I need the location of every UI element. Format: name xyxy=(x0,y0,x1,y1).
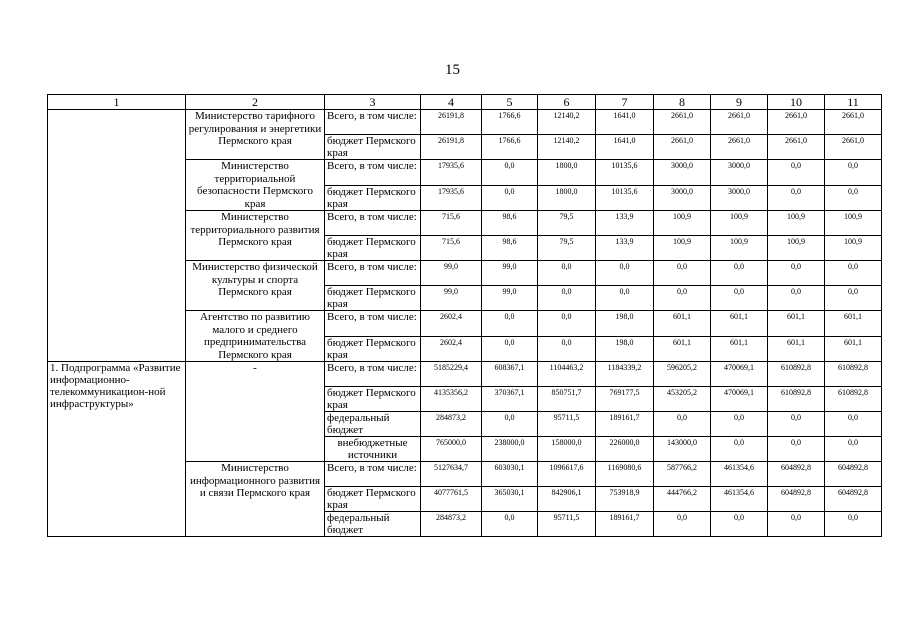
value-cell: 601,1 xyxy=(768,336,825,362)
value-cell: 0,0 xyxy=(538,286,596,311)
value-cell: 98,6 xyxy=(482,236,538,261)
value-cell: 2602,4 xyxy=(421,336,482,362)
value-cell: 10135,6 xyxy=(596,160,654,186)
value-cell: 2661,0 xyxy=(654,110,711,135)
budget-table xyxy=(47,94,882,537)
value-cell: 603030,1 xyxy=(482,462,538,487)
value-cell: 99,0 xyxy=(421,286,482,311)
value-cell: 99,0 xyxy=(421,261,482,286)
value-cell: 100,9 xyxy=(825,211,882,236)
value-cell: 1800,0 xyxy=(538,160,596,186)
col-header: 7 xyxy=(596,95,654,110)
value-cell: 453205,2 xyxy=(654,387,711,412)
value-cell: 12140,2 xyxy=(538,110,596,135)
value-cell: 0,0 xyxy=(482,185,538,211)
source-cell: бюджет Пермского края xyxy=(325,286,421,311)
value-cell: 0,0 xyxy=(482,311,538,337)
value-cell: 0,0 xyxy=(654,261,711,286)
source-cell: бюджет Пермского края xyxy=(325,336,421,362)
value-cell: 610892,8 xyxy=(768,362,825,387)
value-cell: 0,0 xyxy=(596,286,654,311)
value-cell: 601,1 xyxy=(825,311,882,337)
value-cell: 0,0 xyxy=(825,286,882,311)
executor-cell: Агентство по развитию малого и среднего предпринимательства Пермского края xyxy=(186,311,325,362)
value-cell: 0,0 xyxy=(711,412,768,437)
value-cell: 0,0 xyxy=(482,336,538,362)
value-cell: 604892,8 xyxy=(825,462,882,487)
value-cell: 461354,6 xyxy=(711,487,768,512)
source-cell: внебюджетные источники xyxy=(325,437,421,462)
source-cell: Всего, в том числе: xyxy=(325,110,421,135)
value-cell: 0,0 xyxy=(825,261,882,286)
value-cell: 0,0 xyxy=(482,512,538,537)
value-cell: 100,9 xyxy=(711,211,768,236)
value-cell: 601,1 xyxy=(768,311,825,337)
col-header: 5 xyxy=(482,95,538,110)
value-cell: 133,9 xyxy=(596,236,654,261)
value-cell: 0,0 xyxy=(825,412,882,437)
executor-cell: Министерство информационного развития и связи Пермского края xyxy=(186,462,325,537)
value-cell: 1096617,6 xyxy=(538,462,596,487)
value-cell: 601,1 xyxy=(654,336,711,362)
value-cell: 189161,7 xyxy=(596,412,654,437)
source-cell: Всего, в том числе: xyxy=(325,261,421,286)
value-cell: 2661,0 xyxy=(825,135,882,160)
value-cell: 604892,8 xyxy=(768,462,825,487)
value-cell: 1641,0 xyxy=(596,135,654,160)
value-cell: 2661,0 xyxy=(768,110,825,135)
value-cell: 4135356,2 xyxy=(421,387,482,412)
col-header: 6 xyxy=(538,95,596,110)
value-cell: 17935,6 xyxy=(421,185,482,211)
value-cell: 842906,1 xyxy=(538,487,596,512)
executor-cell: Министерство тарифного регулирования и энергетики Пермского края xyxy=(186,110,325,160)
source-cell: бюджет Пермского края xyxy=(325,487,421,512)
value-cell: 0,0 xyxy=(482,412,538,437)
value-cell: 0,0 xyxy=(711,437,768,462)
value-cell: 0,0 xyxy=(768,286,825,311)
value-cell: 370367,1 xyxy=(482,387,538,412)
col-header: 4 xyxy=(421,95,482,110)
value-cell: 189161,7 xyxy=(596,512,654,537)
value-cell: 0,0 xyxy=(825,185,882,211)
value-cell: 0,0 xyxy=(768,160,825,186)
value-cell: 99,0 xyxy=(482,286,538,311)
source-cell: бюджет Пермского края xyxy=(325,135,421,160)
value-cell: 95711,5 xyxy=(538,412,596,437)
col-header: 8 xyxy=(654,95,711,110)
value-cell: 0,0 xyxy=(538,311,596,337)
value-cell: 100,9 xyxy=(768,236,825,261)
value-cell: 26191,8 xyxy=(421,110,482,135)
source-cell: бюджет Пермского края xyxy=(325,185,421,211)
value-cell: 610892,8 xyxy=(825,387,882,412)
col-header: 1 xyxy=(48,95,186,110)
col-header: 9 xyxy=(711,95,768,110)
value-cell: 100,9 xyxy=(825,236,882,261)
value-cell: 0,0 xyxy=(711,261,768,286)
col-header: 11 xyxy=(825,95,882,110)
value-cell: 100,9 xyxy=(654,236,711,261)
source-cell: федеральный бюджет xyxy=(325,512,421,537)
value-cell: 5127634,7 xyxy=(421,462,482,487)
value-cell: 587766,2 xyxy=(654,462,711,487)
value-cell: 2602,4 xyxy=(421,311,482,337)
value-cell: 601,1 xyxy=(825,336,882,362)
value-cell: 610892,8 xyxy=(825,362,882,387)
value-cell: 238000,0 xyxy=(482,437,538,462)
value-cell: 100,9 xyxy=(654,211,711,236)
value-cell: 100,9 xyxy=(768,211,825,236)
value-cell: 0,0 xyxy=(538,336,596,362)
source-cell: Всего, в том числе: xyxy=(325,211,421,236)
source-cell: Всего, в том числе: xyxy=(325,362,421,387)
value-cell: 753918,9 xyxy=(596,487,654,512)
source-cell: Всего, в том числе: xyxy=(325,160,421,186)
value-cell: 0,0 xyxy=(711,512,768,537)
value-cell: 1766,6 xyxy=(482,135,538,160)
value-cell: 604892,8 xyxy=(768,487,825,512)
value-cell: 601,1 xyxy=(711,336,768,362)
value-cell: 0,0 xyxy=(711,286,768,311)
value-cell: 2661,0 xyxy=(654,135,711,160)
value-cell: 1800,0 xyxy=(538,185,596,211)
value-cell: 10135,6 xyxy=(596,185,654,211)
value-cell: 284873,2 xyxy=(421,412,482,437)
value-cell: 1641,0 xyxy=(596,110,654,135)
program-cell xyxy=(48,110,186,362)
value-cell: 3000,0 xyxy=(711,160,768,186)
value-cell: 2661,0 xyxy=(825,110,882,135)
value-cell: 444766,2 xyxy=(654,487,711,512)
value-cell: 0,0 xyxy=(654,512,711,537)
value-cell: 0,0 xyxy=(825,160,882,186)
value-cell: 0,0 xyxy=(825,437,882,462)
executor-cell: - xyxy=(186,362,325,462)
value-cell: 5185229,4 xyxy=(421,362,482,387)
value-cell: 284873,2 xyxy=(421,512,482,537)
value-cell: 3000,0 xyxy=(654,160,711,186)
value-cell: 608367,1 xyxy=(482,362,538,387)
value-cell: 610892,8 xyxy=(768,387,825,412)
value-cell: 470069,1 xyxy=(711,387,768,412)
value-cell: 0,0 xyxy=(768,412,825,437)
value-cell: 715,6 xyxy=(421,211,482,236)
executor-cell: Министерство физической культуры и спорта Пермского края xyxy=(186,261,325,311)
value-cell: 365030,1 xyxy=(482,487,538,512)
value-cell: 99,0 xyxy=(482,261,538,286)
value-cell: 98,6 xyxy=(482,211,538,236)
value-cell: 17935,6 xyxy=(421,160,482,186)
value-cell: 470069,1 xyxy=(711,362,768,387)
value-cell: 0,0 xyxy=(596,261,654,286)
value-cell: 461354,6 xyxy=(711,462,768,487)
value-cell: 0,0 xyxy=(768,261,825,286)
value-cell: 143000,0 xyxy=(654,437,711,462)
value-cell: 1104463,2 xyxy=(538,362,596,387)
source-cell: Всего, в том числе: xyxy=(325,311,421,337)
value-cell: 100,9 xyxy=(711,236,768,261)
value-cell: 226000,0 xyxy=(596,437,654,462)
value-cell: 765000,0 xyxy=(421,437,482,462)
col-header: 10 xyxy=(768,95,825,110)
value-cell: 596205,2 xyxy=(654,362,711,387)
value-cell: 0,0 xyxy=(482,160,538,186)
table-row xyxy=(48,362,882,387)
value-cell: 769177,5 xyxy=(596,387,654,412)
value-cell: 604892,8 xyxy=(825,487,882,512)
value-cell: 0,0 xyxy=(768,512,825,537)
value-cell: 601,1 xyxy=(654,311,711,337)
page-number: 15 xyxy=(445,62,460,78)
value-cell: 2661,0 xyxy=(711,110,768,135)
value-cell: 133,9 xyxy=(596,211,654,236)
value-cell: 0,0 xyxy=(654,412,711,437)
value-cell: 1766,6 xyxy=(482,110,538,135)
value-cell: 198,0 xyxy=(596,336,654,362)
table-row xyxy=(48,110,882,135)
value-cell: 79,5 xyxy=(538,211,596,236)
value-cell: 0,0 xyxy=(654,286,711,311)
value-cell: 2661,0 xyxy=(768,135,825,160)
value-cell: 198,0 xyxy=(596,311,654,337)
value-cell: 0,0 xyxy=(825,512,882,537)
value-cell: 1169080,6 xyxy=(596,462,654,487)
value-cell: 26191,8 xyxy=(421,135,482,160)
executor-cell: Министерство территориальной безопасности Пермского края xyxy=(186,160,325,211)
value-cell: 4077761,5 xyxy=(421,487,482,512)
col-header: 2 xyxy=(186,95,325,110)
value-cell: 95711,5 xyxy=(538,512,596,537)
source-cell: бюджет Пермского края xyxy=(325,236,421,261)
program-cell: 1. Подпрограмма «Развитие информационно-телекоммуникацион-ной инфраструктуры» xyxy=(48,362,186,537)
value-cell: 158000,0 xyxy=(538,437,596,462)
header-row xyxy=(48,95,882,110)
source-cell: Всего, в том числе: xyxy=(325,462,421,487)
value-cell: 1184339,2 xyxy=(596,362,654,387)
value-cell: 2661,0 xyxy=(711,135,768,160)
source-cell: бюджет Пермского края xyxy=(325,387,421,412)
value-cell: 79,5 xyxy=(538,236,596,261)
value-cell: 3000,0 xyxy=(654,185,711,211)
col-header: 3 xyxy=(325,95,421,110)
value-cell: 601,1 xyxy=(711,311,768,337)
value-cell: 3000,0 xyxy=(711,185,768,211)
value-cell: 850751,7 xyxy=(538,387,596,412)
source-cell: федеральный бюджет xyxy=(325,412,421,437)
value-cell: 0,0 xyxy=(538,261,596,286)
value-cell: 715,6 xyxy=(421,236,482,261)
value-cell: 0,0 xyxy=(768,185,825,211)
value-cell: 12140,2 xyxy=(538,135,596,160)
executor-cell: Министерство территориального развития Пермского края xyxy=(186,211,325,261)
value-cell: 0,0 xyxy=(768,437,825,462)
